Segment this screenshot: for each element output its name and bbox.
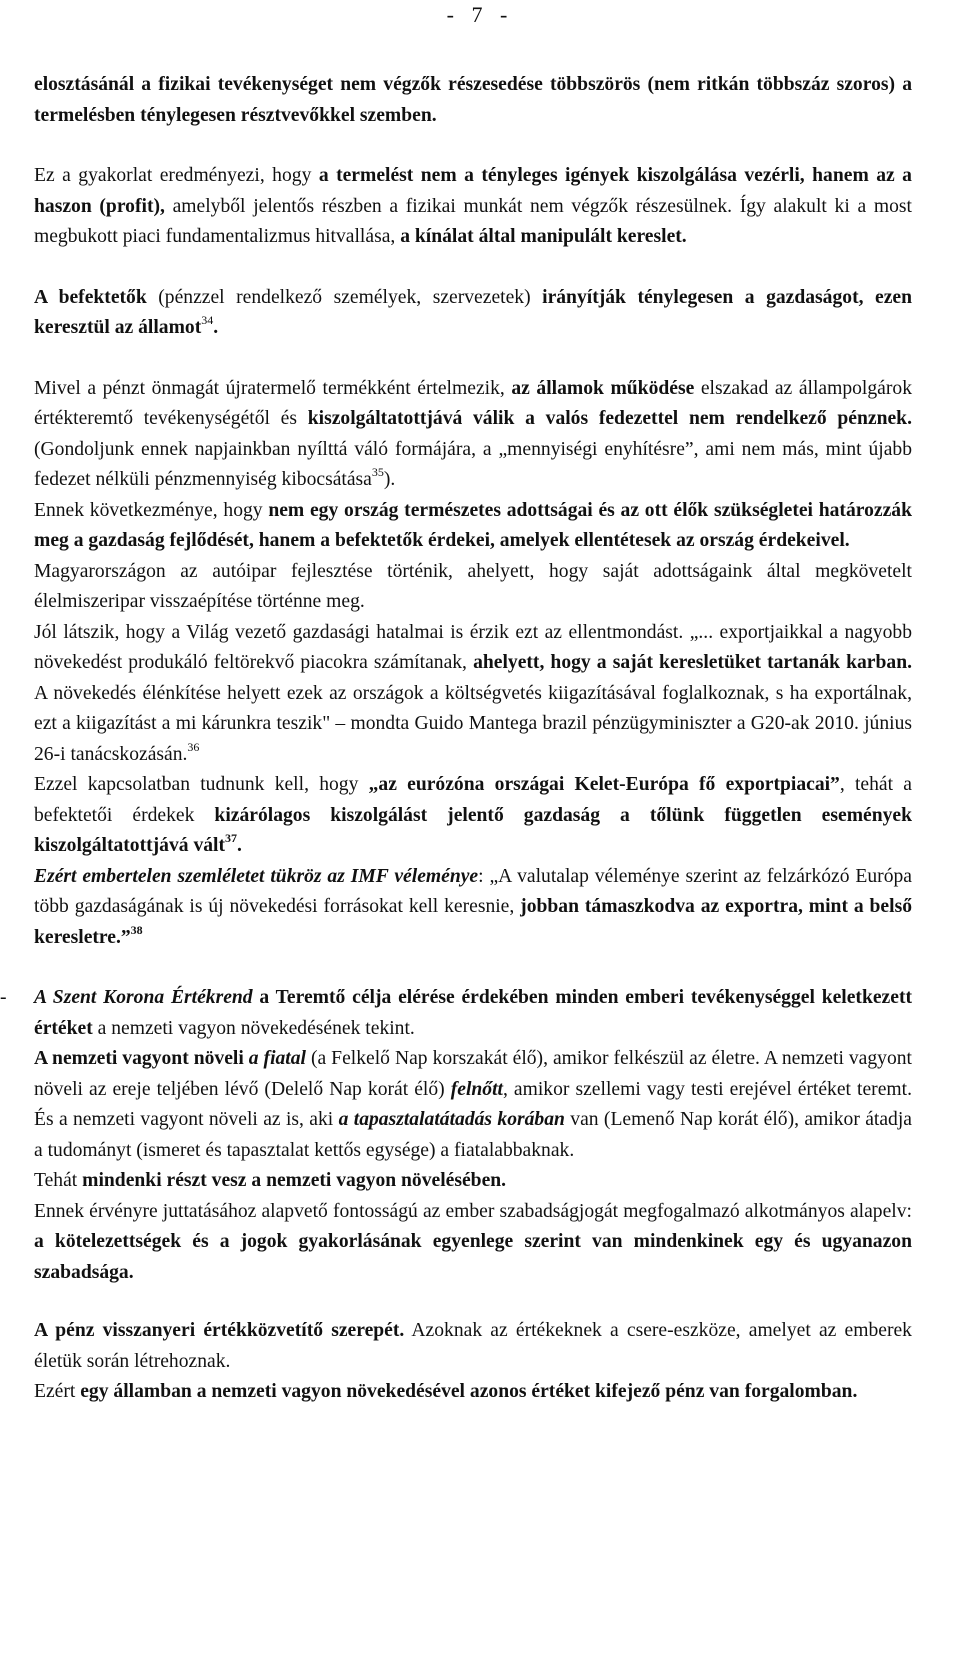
text-span: A növekedés élénkítése helyett ezek az országok a költségvetés kiigazításával foglalkoznak, s ha exportálnak, ezt a kiigazítást a mi kárunkra teszik" – mondta Guido Mantega brazil pénzügyminiszter a G20-ak 2010. június 26-i tanácskozásán. — [34, 682, 912, 765]
bold-span: nem egy ország természetes adottságai és az ott élők szükségletei határozzák meg a gazdaság fejlődését, hanem a befektetők érdekei, amelyek ellentétesek az ország érdekeivel. — [34, 499, 912, 551]
text-span: Ennek következménye, hogy — [34, 499, 269, 521]
text-span: a nemzeti vagyon növekedésének tekint. — [92, 1017, 415, 1039]
bold-span: A nemzeti vagyont növeli — [34, 1048, 249, 1069]
paragraph-4 — [34, 374, 912, 496]
text-span: van (Lemenő Nap korát élő), amikor átadja a tudományt (ismeret és tapasztalat kettős egysége) a fiatalabbaknak. — [34, 1109, 912, 1161]
text-span: Tehát — [34, 1170, 83, 1191]
paragraph-7 — [34, 618, 912, 771]
bold-span: kizárólagos kiszolgálást jelentő gazdaság a tőlünk független események kiszolgáltatottjává vált — [34, 804, 912, 856]
bullet-paragraph-6 — [34, 1377, 912, 1408]
paragraph-9 — [34, 862, 912, 954]
text-span: amelyből jelentős részben a fizikai munkát nem végzők részesülnek. Így alakult ki a most megbukott piaci fundamentalizmus hitvallása, — [34, 195, 912, 247]
footnote-ref-38: 38 — [130, 922, 143, 937]
footnote-ref-34: 34 — [201, 313, 214, 327]
text-span: Azoknak az értékeknek a csere-eszköze, amelyet az emberek életük során létrehoznak. — [34, 1320, 912, 1372]
bullet-dash: - — [0, 987, 7, 1008]
footnote-ref-36: 36 — [187, 739, 200, 754]
text-span: Ennek érvényre juttatásához alapvető fontosságú az ember szabadságjogát megfogalmazó alkotmányos alapelv: — [34, 1200, 912, 1222]
bold-span: mindenki részt vesz a nemzeti vagyon növelésében. — [82, 1170, 507, 1191]
bold-span: A befektetők — [34, 286, 147, 308]
text-span: , tehát a befektetői érdekek — [34, 774, 912, 826]
paragraph-1 — [34, 70, 912, 131]
bullet-paragraph-4 — [34, 1197, 912, 1289]
bold-span: A pénz visszanyeri értékközvetítő szerepét. — [34, 1320, 405, 1341]
paragraph-5 — [34, 496, 912, 557]
footnote-ref-35: 35 — [371, 465, 384, 479]
text-span: : „A valutalap véleménye szerint az felzárkózó Európa több gazdaságának is új növekedési forrásokat kell keresnie, — [34, 865, 912, 917]
text-span: Magyarországon az autóipar fejlesztése történik, ahelyett, hogy saját adottságaink által megkövetelt élelmiszeripar visszaépítése történne meg. — [34, 560, 912, 612]
text-span: Ez a gyakorlat eredményezi, hogy — [34, 165, 319, 186]
bold-italic-span: a fiatal — [248, 1048, 306, 1069]
footnote-ref-37: 37 — [225, 831, 238, 845]
text-span: , amikor szellemi vagy testi erejével értéket teremt. És a nemzeti vagyont növeli az is, aki — [34, 1078, 912, 1130]
bold-span: a kínálat által manipulált kereslet. — [400, 226, 687, 247]
bold-italic-span: Ezért embertelen szemléletet tükröz az IMF véleménye — [34, 865, 479, 887]
bullet-paragraph-3 — [34, 1166, 912, 1197]
bold-span: a termelést nem a tényleges igények kiszolgálása vezérli, hanem az a haszon (profit), — [34, 165, 912, 217]
bold-italic-span: a tapasztalatátadás korában — [338, 1109, 565, 1130]
page-number: - 7 - — [446, 2, 514, 27]
text-span: (Gondoljunk ennek napjainkban nyílttá váló formájára, a „mennyiségi enyhítésre”, ami nem más, mint újabb fedezet nélküli pénzmennyiség kibocsátása — [34, 438, 912, 490]
bullet-section — [0, 983, 912, 1408]
bold-span: irányítják ténylegesen a gazdaságot, ezen keresztül az államot — [34, 286, 913, 338]
text-span: Mivel a pénzt önmagát újratermelő termékként értelmezik, — [34, 377, 512, 399]
bold-span: . — [213, 317, 219, 338]
bold-span: kiszolgáltatottjává válik a valós fedezettel nem rendelkező pénznek. — [307, 408, 912, 429]
text-span: elszakad az állampolgárok értékteremtő tevékenységétől és — [34, 377, 912, 429]
body-text — [0, 70, 913, 1408]
bold-span: a Teremtő célja elérése érdekében minden emberi tevékenységgel keletkezett értéket — [34, 987, 912, 1039]
bullet-paragraph-2 — [34, 1044, 912, 1166]
bold-span: a kötelezettségek és a jogok gyakorlásának egyenlege szerint van mindenkinek egy és ugyanazon szabadsága. — [34, 1231, 912, 1283]
bold-italic-span: A Szent Korona Értékrend — [34, 987, 253, 1008]
text-span: Ezért — [34, 1381, 81, 1402]
bold-italic-span: felnőtt — [450, 1078, 503, 1100]
text-span: (pénzzel rendelkező személyek, szervezetek) — [146, 286, 543, 308]
bold-span: egy államban a nemzeti vagyon növekedésével azonos értéket kifejező pénz van forgalomban. — [80, 1381, 858, 1402]
bold-span: ahelyett, hogy a saját keresletüket tartanák karban. — [473, 652, 912, 673]
paragraph-6 — [34, 557, 912, 618]
paragraph-2 — [34, 161, 912, 253]
bold-span: jobban támaszkodva az exportra, mint a belső keresletre.” — [34, 896, 912, 948]
text-span: Ezzel kapcsolatban tudnunk kell, hogy — [34, 774, 369, 795]
bold-span: „az eurózóna országai Kelet-Európa fő exportpiacai” — [368, 774, 840, 795]
text-span: (a Felkelő Nap korszakát élő), amikor felkészül az életre. A nemzeti vagyont növeli az ereje teljében lévő (Delelő Nap korát élő) — [34, 1048, 912, 1100]
paragraph-8 — [34, 770, 912, 862]
bold-span: elosztásánál a fizikai tevékenységet nem végzők részesedése többszörös (nem ritkán többszáz szoros) a termelésben ténylegesen résztvevőkkel szemben. — [34, 74, 912, 126]
bullet-paragraph-1 — [34, 983, 912, 1044]
text-span: Jól látszik, hogy a Világ vezető gazdasági hatalmai is érzik ezt az ellentmondást. „... exportjaikkal a nagyobb növekedést produkáló feltörekvő piacokra számítanak, — [34, 621, 912, 673]
bullet-paragraph-5 — [34, 1316, 912, 1377]
text-span: ). — [383, 469, 396, 490]
paragraph-3 — [34, 283, 912, 344]
bold-span: az államok működése — [511, 377, 695, 399]
bold-span: . — [237, 835, 242, 856]
